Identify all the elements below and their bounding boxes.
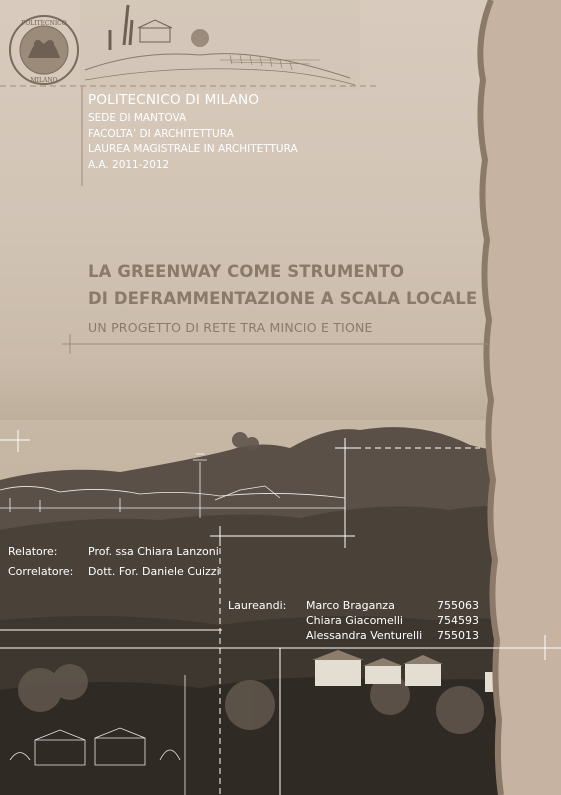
student-id: 755013 xyxy=(437,629,479,642)
relatore-name: Prof. ssa Chiara Lanzoni xyxy=(88,545,219,558)
header-line: LAUREA MAGISTRALE IN ARCHITETTURA xyxy=(88,143,298,156)
correlatore-label: Correlatore: xyxy=(8,565,74,578)
student-id: 754593 xyxy=(437,614,479,627)
university-name: POLITECNICO DI MILANO xyxy=(88,92,260,108)
correlatore-name: Dott. For. Daniele Cuizzi xyxy=(88,565,220,578)
relatore-label: Relatore: xyxy=(8,545,58,558)
logo-top-text: POLITECNICO xyxy=(21,20,67,27)
header-line: FACOLTA’ DI ARCHITETTURA xyxy=(88,127,234,140)
header-line: SEDE DI MANTOVA xyxy=(88,112,187,124)
laureandi-label: Laureandi: xyxy=(228,599,287,612)
title-line-1: LA GREENWAY COME STRUMENTO xyxy=(88,262,405,281)
title-line-2: DI DEFRAMMENTAZIONE A SCALA LOCALE xyxy=(88,289,478,308)
student-name: Marco Braganza xyxy=(306,599,395,612)
student-name: Chiara Giacomelli xyxy=(306,614,403,627)
thesis-subtitle: UN PROGETTO DI RETE TRA MINCIO E TIONE xyxy=(88,320,373,335)
academic-year: A.A. 2011-2012 xyxy=(88,158,170,171)
student-name: Alessandra Venturelli xyxy=(306,629,423,642)
student-id: 755063 xyxy=(437,599,479,612)
logo-bottom-text: MILANO xyxy=(30,77,58,84)
